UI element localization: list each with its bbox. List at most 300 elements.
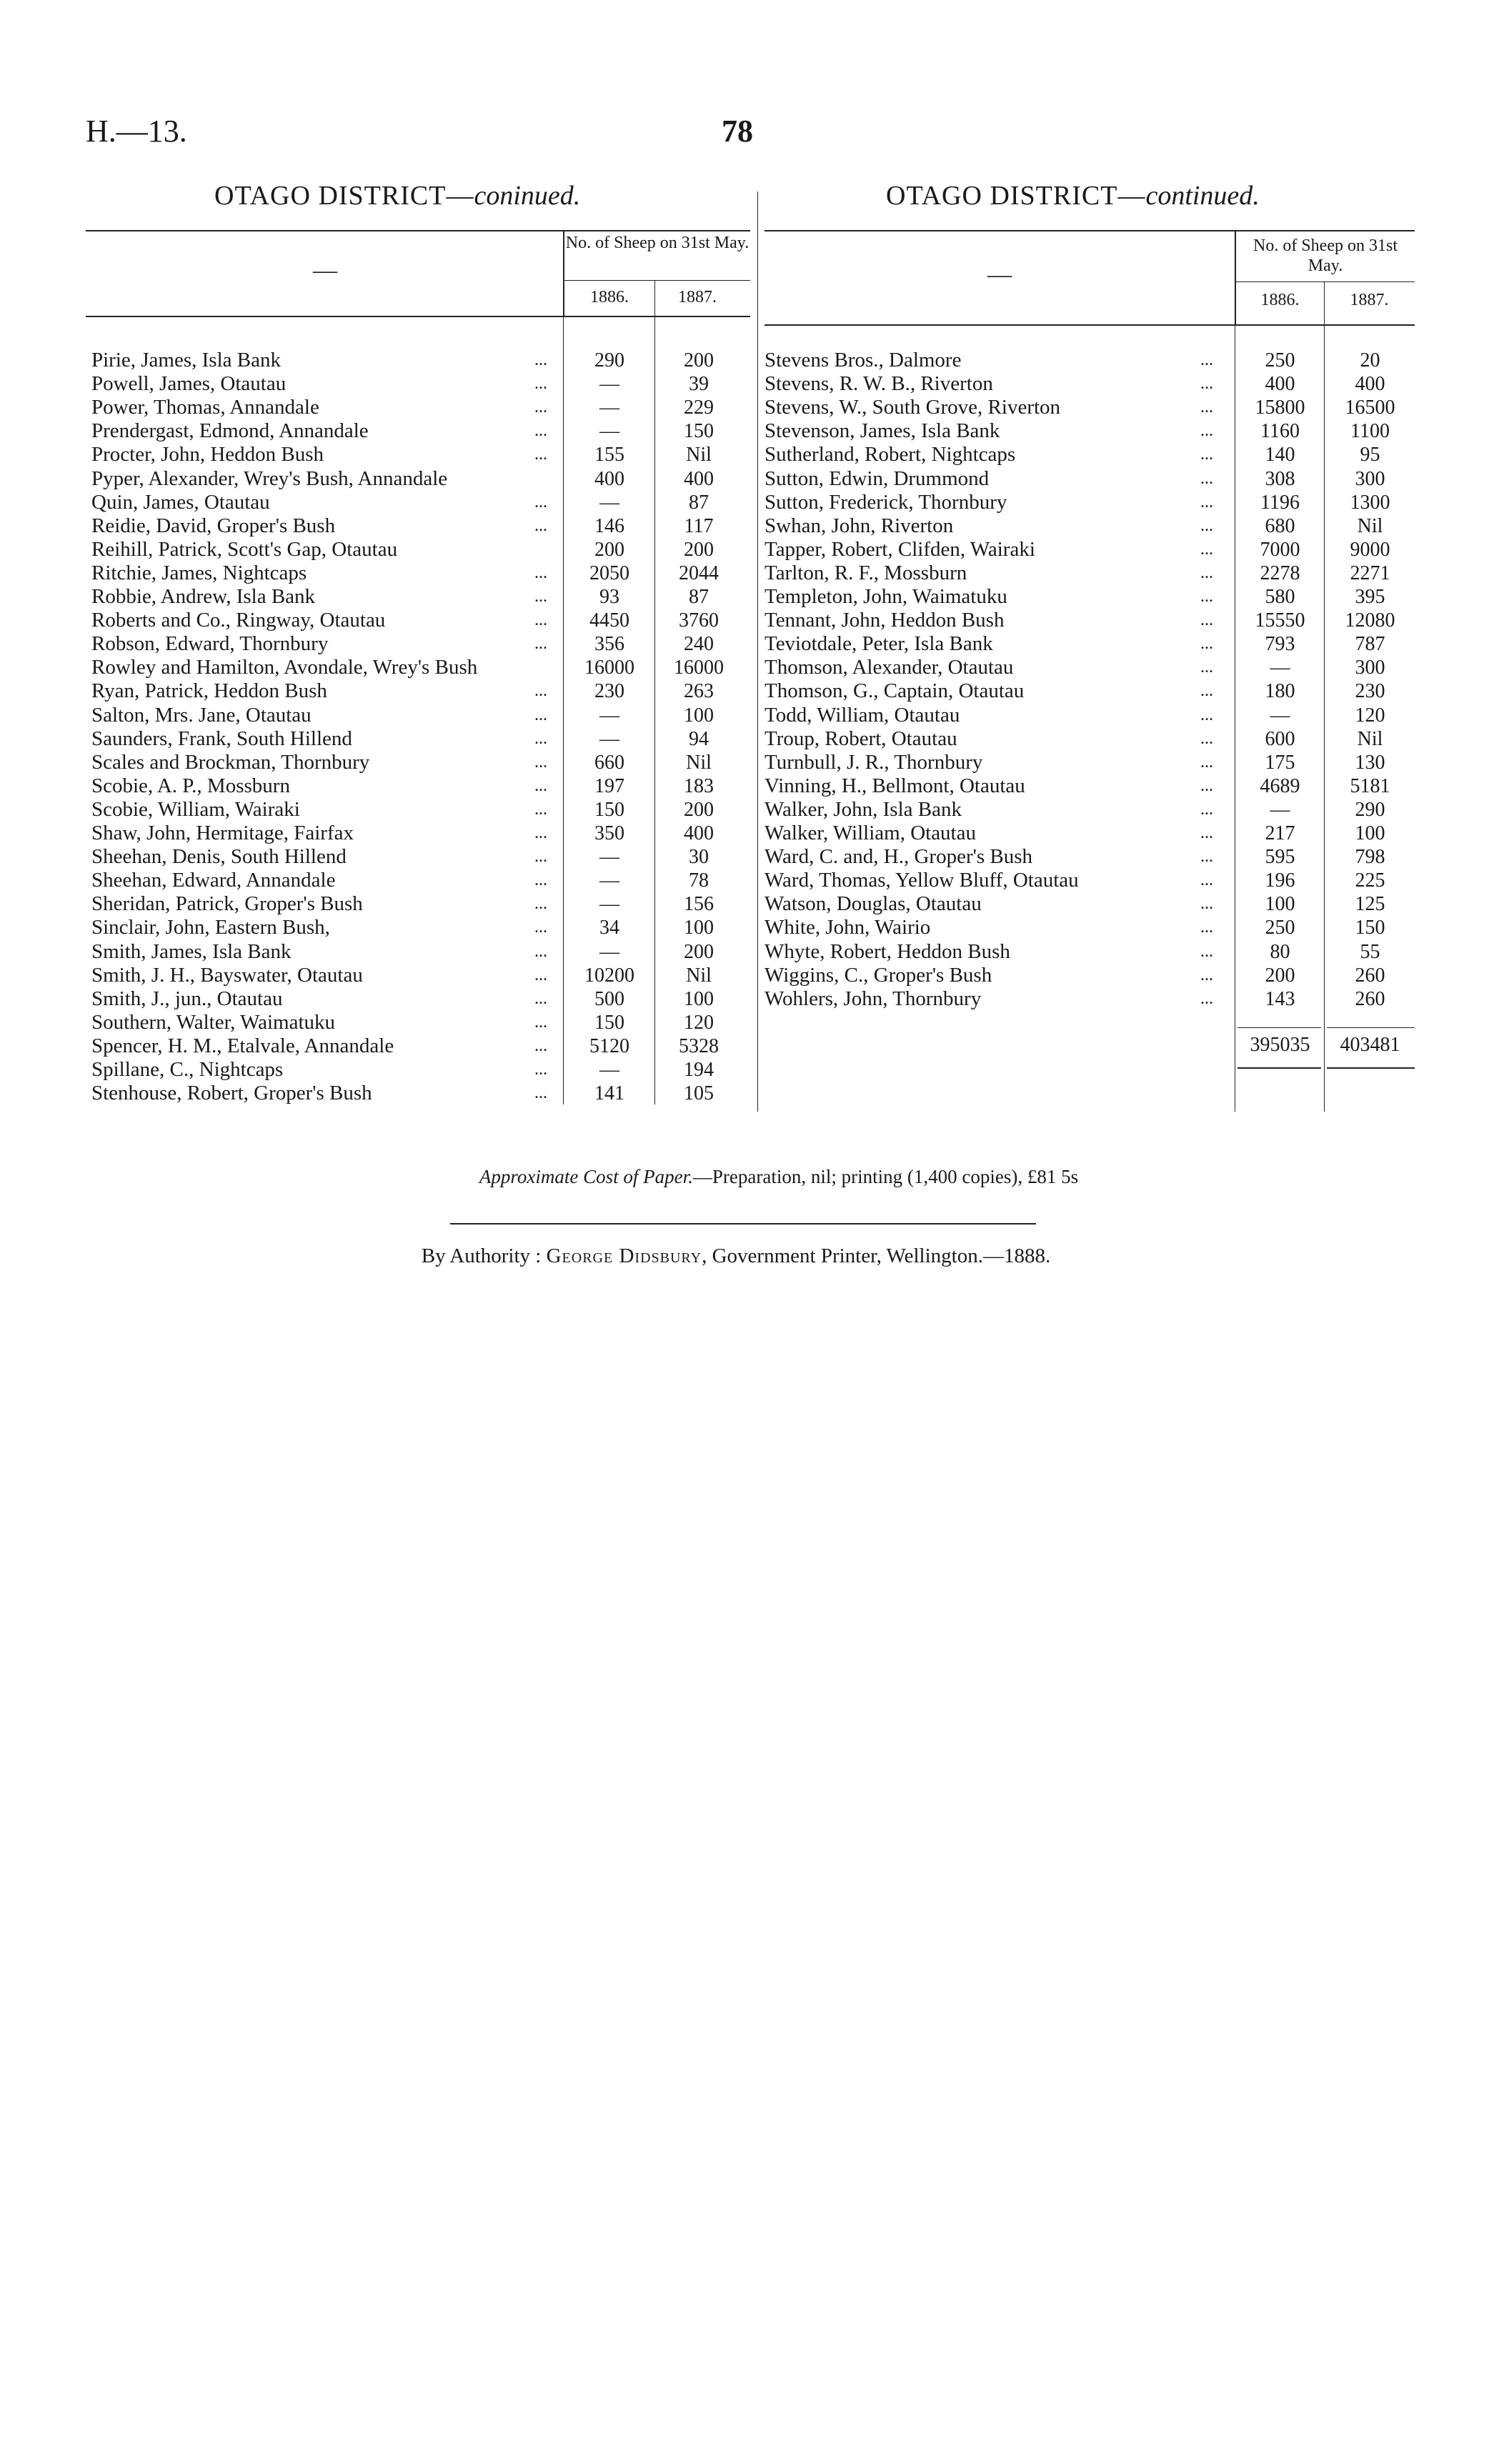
- table-row: [91, 1034, 749, 1058]
- leader-dots: ...: [534, 894, 547, 914]
- sheep-1887: 200: [684, 798, 714, 821]
- document-reference: H.—13.: [86, 114, 187, 149]
- sheep-1887: 100: [684, 917, 714, 939]
- leader-dots: ...: [534, 398, 547, 417]
- leader-dots: ...: [534, 824, 547, 842]
- sheep-1887: 2271: [1350, 562, 1390, 584]
- owner-name: Vinning, H., Bellmont, Otautau: [765, 774, 1025, 797]
- leader-dots: ...: [534, 422, 547, 441]
- sheep-1887: 229: [684, 396, 714, 419]
- table-row: [91, 467, 749, 491]
- owner-name: Troup, Robert, Otautau: [765, 727, 957, 750]
- owner-name: Turnbull, J. R., Thornbury: [765, 750, 983, 774]
- table-row: [765, 514, 1415, 538]
- owner-name: Ritchie, James, Nightcaps: [91, 561, 307, 584]
- owner-name: Rowley and Hamilton, Avondale, Wrey's Bush: [91, 656, 478, 679]
- owner-name: Templeton, John, Waimatuku: [765, 585, 1007, 608]
- sheep-1887: 3760: [679, 609, 719, 632]
- owner-name: Sheehan, Edward, Annandale: [91, 869, 336, 892]
- leader-dots: ...: [534, 918, 547, 937]
- leader-dots: ...: [534, 374, 547, 394]
- leader-dots: ...: [1200, 374, 1213, 394]
- leader-dots: ...: [1200, 587, 1213, 606]
- sheep-1886: 16000: [584, 657, 634, 679]
- sheep-1886: 595: [1265, 846, 1295, 869]
- sheep-1887: 55: [1360, 940, 1380, 963]
- owner-name: Sinclair, John, Eastern Bush,: [91, 916, 330, 939]
- owner-name: Ward, Thomas, Yellow Bluff, Otautau: [765, 869, 1079, 892]
- owner-name: Watson, Douglas, Otautau: [765, 892, 982, 916]
- sheep-1886: 1196: [1260, 491, 1300, 514]
- table-row: [765, 822, 1415, 845]
- table-row: [91, 1011, 749, 1034]
- sheep-1887: 94: [689, 727, 709, 750]
- owner-name: Power, Thomas, Annandale: [91, 396, 319, 419]
- leader-dots: ...: [1200, 989, 1213, 1008]
- leader-dots: ...: [534, 847, 547, 867]
- leader-dots: ...: [534, 942, 547, 961]
- authority-line: By Authority : George Didsbury, Government Printer, Wellington.—1888.: [421, 1245, 1051, 1267]
- leader-dots: ...: [534, 1084, 547, 1103]
- sheep-1886: 140: [1265, 444, 1295, 467]
- leader-dots: ...: [534, 776, 547, 795]
- sheep-1886: 308: [1265, 467, 1295, 490]
- table-row: [765, 987, 1415, 1011]
- leader-dots: ...: [1200, 634, 1213, 654]
- owner-name: Robbie, Andrew, Isla Bank: [91, 585, 316, 608]
- leader-dots: ...: [1200, 847, 1213, 867]
- sheep-1886: 2278: [1260, 562, 1300, 584]
- page-number: 78: [722, 114, 753, 149]
- leader-dots: ...: [1200, 539, 1213, 559]
- sheep-1887: 130: [1355, 751, 1385, 774]
- leader-dots: ...: [1200, 942, 1213, 961]
- sheep-1886: 4450: [589, 609, 629, 632]
- sheep-1887: 400: [684, 467, 714, 490]
- leader-dots: ...: [1200, 729, 1213, 748]
- table-row: [765, 491, 1415, 514]
- table-row: [765, 372, 1415, 396]
- leader-dots: ...: [1200, 398, 1213, 417]
- leader-dots: ...: [534, 799, 547, 819]
- table-row: [765, 562, 1415, 585]
- sheep-1887: 200: [684, 538, 714, 561]
- leader-dots: ...: [1200, 965, 1213, 984]
- sheep-1887: 125: [1355, 893, 1385, 916]
- sheep-1887: 200: [684, 349, 714, 371]
- table-row: [91, 916, 749, 939]
- leader-dots: ...: [534, 563, 547, 582]
- leader-dots: ...: [1200, 351, 1213, 369]
- owner-name: Swhan, John, Riverton: [765, 514, 954, 537]
- right-total-rule-top-1887: [1327, 1027, 1415, 1028]
- left-year-1886: 1886.: [590, 288, 629, 306]
- owner-name: Whyte, Robert, Heddon Bush: [765, 939, 1010, 963]
- leader-dots: ...: [534, 587, 547, 606]
- sheep-1886: 7000: [1260, 538, 1300, 561]
- sheep-1886: 155: [594, 444, 624, 467]
- table-row: [765, 845, 1415, 869]
- sheep-1886: 680: [1265, 514, 1295, 537]
- table-row: [91, 727, 749, 751]
- owner-name: Spillane, C., Nightcaps: [91, 1058, 284, 1081]
- owner-name: Saunders, Frank, South Hillend: [91, 727, 352, 750]
- sheep-1887: 400: [684, 822, 714, 844]
- owner-name: Pirie, James, Isla Bank: [91, 349, 281, 371]
- table-row: [765, 892, 1415, 916]
- leader-dots: ...: [1200, 752, 1213, 772]
- leader-dots: ...: [534, 989, 547, 1008]
- right-totals-row: [765, 1033, 1415, 1057]
- leader-dots: ...: [534, 682, 547, 701]
- sheep-1886: 10200: [584, 964, 634, 987]
- cost-of-paper-note: Approximate Cost of Paper.—Preparation, nil; printing (1,400 copies), £81 5s: [479, 1166, 1079, 1187]
- leader-dots: ...: [534, 1012, 547, 1032]
- table-row: [91, 1058, 749, 1082]
- owner-name: Stenhouse, Robert, Groper's Bush: [91, 1082, 372, 1105]
- right-total-rule-bottom-1887: [1327, 1067, 1415, 1069]
- sheep-1886: 350: [594, 822, 624, 844]
- owner-name: Wohlers, John, Thornbury: [765, 987, 982, 1010]
- sheep-1886: 200: [1265, 964, 1295, 987]
- table-row: [765, 751, 1415, 774]
- table-row: [91, 987, 749, 1011]
- sheep-1887: 100: [1355, 822, 1385, 844]
- column-separator: [757, 191, 758, 1112]
- sheep-1887: 5181: [1350, 774, 1390, 797]
- sheep-1887: 240: [684, 633, 714, 656]
- sheep-1887: 78: [689, 869, 709, 892]
- leader-dots: ...: [534, 516, 547, 535]
- sheep-1886: —: [599, 1059, 619, 1081]
- sheep-1886: 196: [1265, 869, 1295, 892]
- sheep-1887: 120: [1355, 704, 1385, 727]
- sheep-1886: 146: [594, 514, 624, 537]
- owner-name: Prendergast, Edmond, Annandale: [91, 419, 369, 443]
- owner-name: Smith, J., jun., Otautau: [91, 987, 283, 1010]
- table-row: [91, 632, 749, 656]
- table-row: [765, 349, 1415, 372]
- table-row: [91, 679, 749, 703]
- owner-name: Todd, William, Otautau: [765, 703, 960, 727]
- left-name-col-dash: —: [313, 257, 337, 284]
- sheep-1886: —: [599, 727, 619, 750]
- sheep-1886: 15550: [1255, 609, 1305, 632]
- owner-name: Smith, J. H., Bayswater, Otautau: [91, 963, 363, 987]
- table-row: [765, 869, 1415, 892]
- right-year-1887: 1887.: [1350, 291, 1389, 309]
- sheep-1887: 400: [1355, 373, 1385, 396]
- table-row: [91, 940, 749, 964]
- sheep-1886: 230: [594, 680, 624, 703]
- leader-dots: ...: [1200, 658, 1213, 677]
- table-row: [765, 774, 1415, 798]
- sheep-1887: 5328: [679, 1034, 719, 1057]
- sheep-1887: 156: [684, 893, 714, 916]
- sheep-1887: 225: [1355, 869, 1385, 892]
- table-row: [765, 585, 1415, 609]
- sheep-1887: 787: [1355, 633, 1385, 656]
- sheep-1887: 120: [684, 1011, 714, 1034]
- sheep-1887: 183: [684, 774, 714, 797]
- owner-name: Tarlton, R. F., Mossburn: [765, 561, 967, 584]
- right-header-bottom-rule: [765, 324, 1415, 326]
- right-year-rule: [1236, 281, 1415, 282]
- table-row: [91, 751, 749, 774]
- table-row: [765, 443, 1415, 467]
- sheep-1886: 15800: [1255, 396, 1305, 419]
- leader-dots: ...: [1200, 776, 1213, 795]
- owner-name: Robson, Edward, Thornbury: [91, 632, 329, 656]
- sheep-1887: 39: [689, 373, 709, 396]
- owner-name: Teviotdale, Peter, Isla Bank: [765, 632, 993, 656]
- sheep-1886: 356: [594, 633, 624, 656]
- sheep-1887: 194: [684, 1059, 714, 1081]
- sheep-1886: 93: [599, 586, 619, 608]
- right-header-top-rule: [765, 230, 1415, 231]
- sheep-1886: 197: [594, 774, 624, 797]
- left-year-1887: 1887.: [678, 288, 717, 306]
- sheep-1886: 80: [1270, 940, 1290, 963]
- leader-dots: ...: [534, 1060, 547, 1079]
- sheep-1887: 87: [689, 491, 709, 514]
- sheep-1886: 500: [594, 987, 624, 1010]
- sheep-1886: 793: [1265, 633, 1295, 656]
- sheep-1886: 1160: [1260, 420, 1300, 443]
- leader-dots: ...: [1200, 445, 1213, 464]
- sheep-1887: 100: [684, 704, 714, 727]
- right-total-rule-bottom-1886: [1237, 1067, 1321, 1069]
- table-row: [91, 656, 749, 679]
- table-row: [765, 798, 1415, 822]
- table-row: [91, 1082, 749, 1105]
- owner-name: Shaw, John, Hermitage, Fairfax: [91, 822, 354, 844]
- sheep-1887: 230: [1355, 680, 1385, 703]
- owner-name: Stevens Bros., Dalmore: [765, 349, 962, 371]
- sheep-1887: Nil: [686, 751, 712, 774]
- owner-name: White, John, Wairio: [765, 916, 931, 939]
- owner-name: Tapper, Robert, Clifden, Wairaki: [765, 537, 1035, 561]
- owner-name: Thomson, Alexander, Otautau: [765, 656, 1014, 679]
- owner-name: Salton, Mrs. Jane, Otautau: [91, 703, 312, 727]
- leader-dots: ...: [1200, 422, 1213, 441]
- sheep-1887: 798: [1355, 846, 1385, 869]
- table-row: [91, 704, 749, 727]
- sheep-1886: 2050: [589, 562, 629, 584]
- sheep-1886: 4689: [1260, 774, 1300, 797]
- sheep-1886: 150: [594, 1011, 624, 1034]
- sheep-1886: —: [599, 893, 619, 916]
- left-header-bottom-rule: [86, 316, 750, 317]
- sheep-1886: 141: [594, 1082, 624, 1105]
- owner-name: Tennant, John, Heddon Bush: [765, 609, 1005, 632]
- sheep-1886: 250: [1265, 917, 1295, 939]
- owner-name: Sutherland, Robert, Nightcaps: [765, 443, 1016, 467]
- sheep-1886: —: [1270, 798, 1290, 821]
- owner-name: Powell, James, Otautau: [91, 372, 287, 396]
- sheep-1887: 117: [684, 514, 714, 537]
- table-row: [91, 396, 749, 419]
- owner-name: Walker, John, Isla Bank: [765, 797, 962, 821]
- sheep-1886: 290: [594, 349, 624, 371]
- sheep-1887: 290: [1355, 798, 1385, 821]
- leader-dots: ...: [1200, 799, 1213, 819]
- sheep-1886: 600: [1265, 727, 1295, 750]
- owner-name: Stevens, W., South Grove, Riverton: [765, 396, 1061, 419]
- table-row: [91, 419, 749, 443]
- table-row: [91, 798, 749, 822]
- owner-name: Thomson, G., Captain, Otautau: [765, 679, 1025, 703]
- leader-dots: ...: [534, 871, 547, 890]
- sheep-1887: 260: [1355, 964, 1385, 987]
- sheep-1886: 250: [1265, 349, 1295, 371]
- leader-dots: ...: [534, 705, 547, 724]
- owner-name: Spencer, H. M., Etalvale, Annandale: [91, 1034, 394, 1057]
- table-row: [765, 964, 1415, 987]
- sheep-1887: Nil: [1357, 727, 1383, 750]
- sheep-1886: —: [1270, 657, 1290, 679]
- left-year-rule: [564, 280, 750, 281]
- sheep-1887: 395: [1355, 586, 1385, 608]
- table-row: [91, 443, 749, 467]
- table-row: [91, 585, 749, 609]
- sheep-1886: —: [599, 396, 619, 419]
- table-row: [765, 727, 1415, 751]
- sheep-1887: 150: [1355, 917, 1385, 939]
- table-row: [765, 940, 1415, 964]
- sheep-1887: 30: [689, 846, 709, 869]
- owner-name: Quin, James, Otautau: [91, 490, 270, 514]
- table-row: [91, 491, 749, 514]
- owner-name: Scobie, William, Wairaki: [91, 797, 300, 821]
- table-row: [91, 774, 749, 798]
- table-row: [91, 372, 749, 396]
- sheep-1886: 5120: [589, 1034, 629, 1057]
- owner-name: Sutton, Frederick, Thornbury: [765, 490, 1007, 514]
- table-row: [91, 538, 749, 562]
- sheep-1887: 1300: [1350, 491, 1390, 514]
- owner-name: Sheehan, Denis, South Hillend: [91, 845, 347, 869]
- sheep-1886: 580: [1265, 586, 1295, 608]
- sheep-1886: 100: [1265, 893, 1295, 916]
- table-row: [91, 822, 749, 845]
- owner-name: Southern, Walter, Waimatuku: [91, 1010, 336, 1034]
- leader-dots: ...: [1200, 492, 1213, 512]
- owner-name: Walker, William, Otautau: [765, 822, 976, 844]
- sheep-1887: 16000: [674, 657, 724, 679]
- sheep-1887: Nil: [1357, 514, 1383, 537]
- left-header-top-rule: [86, 230, 750, 231]
- leader-dots: ...: [534, 1036, 547, 1055]
- leader-dots: ...: [534, 634, 547, 654]
- table-row: [765, 609, 1415, 632]
- sheep-1886: 217: [1265, 822, 1295, 844]
- sheep-1887: 2044: [679, 562, 719, 584]
- sheep-1887: 263: [684, 680, 714, 703]
- table-row: [765, 916, 1415, 939]
- owner-name: Scobie, A. P., Mossburn: [91, 774, 290, 797]
- sheep-1886: 400: [1265, 373, 1295, 396]
- sheep-1886: 143: [1265, 987, 1295, 1010]
- sheep-1887: 95: [1360, 444, 1380, 467]
- table-row: [765, 679, 1415, 703]
- leader-dots: ...: [534, 492, 547, 512]
- leader-dots: ...: [534, 729, 547, 748]
- owner-name: Wiggins, C., Groper's Bush: [765, 963, 992, 987]
- owner-name: Pyper, Alexander, Wrey's Bush, Annandale: [91, 467, 448, 490]
- left-section-title: OTAGO DISTRICT—coninued.: [214, 181, 581, 211]
- leader-dots: ...: [1200, 682, 1213, 701]
- sheep-1887: 16500: [1345, 396, 1395, 419]
- sheep-1886: —: [599, 869, 619, 892]
- total-1886: 395035: [1250, 1034, 1310, 1056]
- sheep-1886: —: [599, 373, 619, 396]
- right-total-rule-top-1886: [1237, 1027, 1321, 1028]
- leader-dots: ...: [1200, 469, 1213, 488]
- table-row: [91, 845, 749, 869]
- sheep-1886: —: [599, 491, 619, 514]
- table-row: [91, 349, 749, 372]
- owner-name: Ryan, Patrick, Heddon Bush: [91, 679, 327, 703]
- right-section-title: OTAGO DISTRICT—continued.: [886, 181, 1260, 211]
- leader-dots: ...: [1200, 705, 1213, 724]
- leader-dots: ...: [534, 611, 547, 630]
- total-1887: 403481: [1340, 1034, 1400, 1056]
- table-row: [765, 419, 1415, 443]
- table-row: [91, 514, 749, 538]
- sheep-1887: 260: [1355, 987, 1385, 1010]
- sheep-1887: 20: [1360, 349, 1380, 371]
- leader-dots: ...: [1200, 516, 1213, 535]
- leader-dots: ...: [1200, 894, 1213, 914]
- owner-name: Smith, James, Isla Bank: [91, 939, 292, 963]
- sheep-1887: 12080: [1345, 609, 1395, 632]
- table-row: [91, 869, 749, 892]
- sheep-1886: —: [599, 420, 619, 443]
- table-row: [91, 964, 749, 987]
- leader-dots: ...: [1200, 918, 1213, 937]
- sheep-1887: 150: [684, 420, 714, 443]
- sheep-1887: 300: [1355, 657, 1385, 679]
- left-column-label: No. of Sheep on 31st May.: [565, 234, 750, 252]
- sheep-1886: 180: [1265, 680, 1295, 703]
- leader-dots: ...: [534, 351, 547, 369]
- sheep-1886: 200: [594, 538, 624, 561]
- owner-name: Ward, C. and, H., Groper's Bush: [765, 845, 1033, 869]
- right-name-col-dash: —: [987, 261, 1012, 288]
- leader-dots: ...: [534, 965, 547, 984]
- right-year-1886: 1886.: [1260, 291, 1300, 309]
- sheep-1887: 9000: [1350, 538, 1390, 561]
- owner-name: Stevens, R. W. B., Riverton: [765, 372, 993, 396]
- footer-rule: [450, 1223, 1036, 1224]
- sheep-1886: 34: [599, 917, 619, 939]
- sheep-1887: 1100: [1350, 420, 1390, 443]
- owner-name: Sutton, Edwin, Drummond: [765, 467, 990, 490]
- sheep-1887: 200: [684, 940, 714, 963]
- sheep-1886: 400: [594, 467, 624, 490]
- sheep-1886: 660: [594, 751, 624, 774]
- sheep-1886: —: [599, 704, 619, 727]
- table-row: [91, 892, 749, 916]
- sheep-1887: 300: [1355, 467, 1385, 490]
- leader-dots: ...: [1200, 824, 1213, 842]
- sheep-1886: —: [599, 846, 619, 869]
- owner-name: Reidie, David, Groper's Bush: [91, 514, 336, 537]
- sheep-1887: 100: [684, 987, 714, 1010]
- sheep-1887: Nil: [686, 964, 712, 987]
- sheep-1886: —: [1270, 704, 1290, 727]
